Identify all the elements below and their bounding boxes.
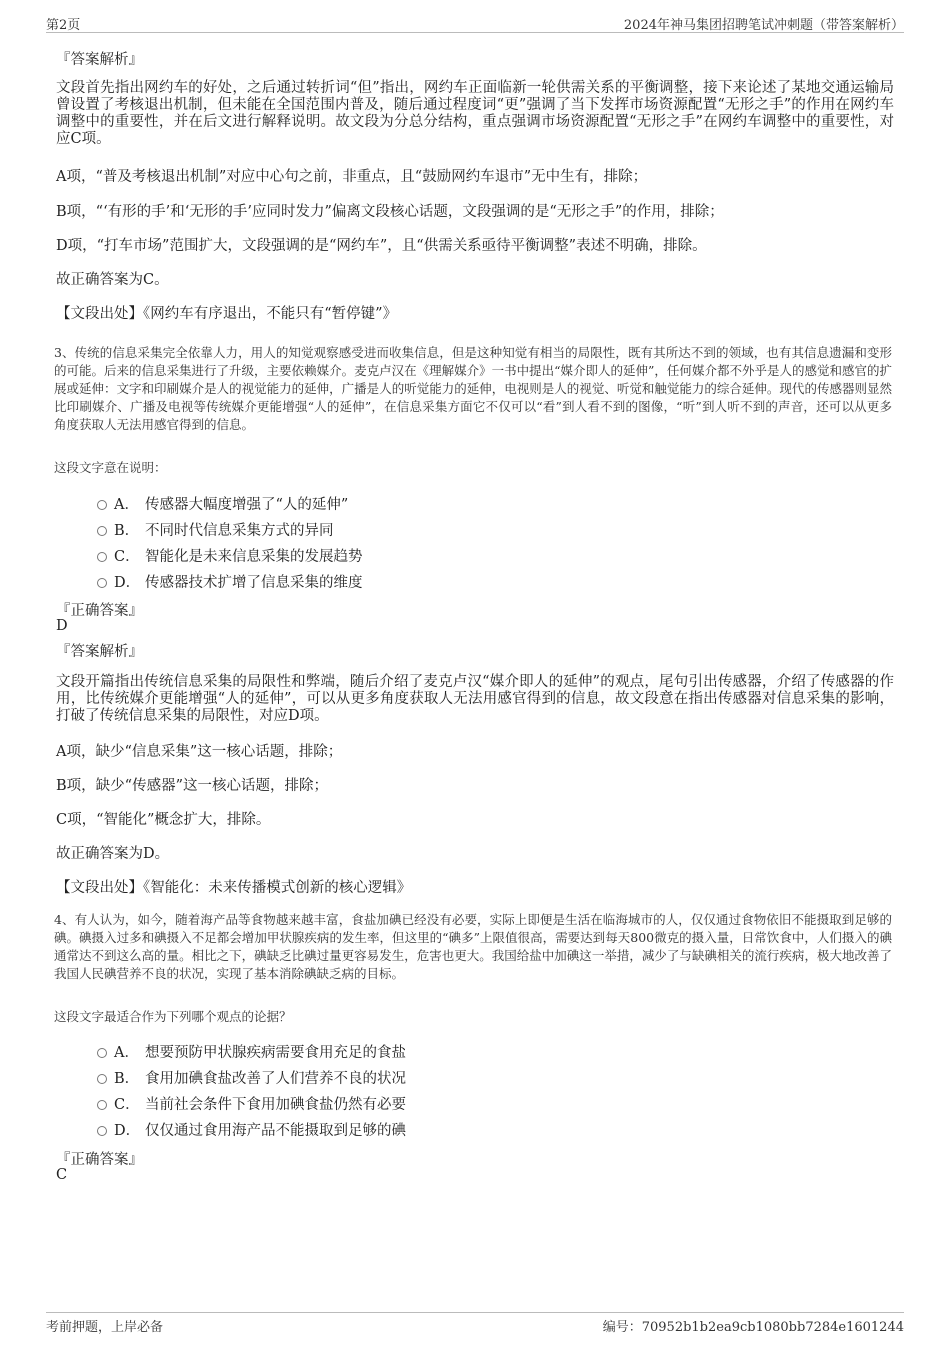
correct-answer-tag: 『正确答案』 <box>56 1152 143 1168</box>
correct-answer: D <box>56 618 68 634</box>
source-citation: 【文段出处】《智能化：未来传播模式创新的核心逻辑》 <box>56 880 412 896</box>
option-b-analysis: B项，缺少“传感器”这一核心话题，排除； <box>56 778 328 794</box>
question-4-stem: 4、有人认为，如今，随着海产品等食物越来越丰富，食盐加碘已经没有必要，实际上即便是生活在临海城市的人，仅仅通过食物依旧不能摄取到足够的碘。碘摄入过多和碘摄入不足都会增加甲状腺疾病的发生率，但这里的“碘多”上限值很高，需要达到每天800微克的摄入量，日常饮食中，人们摄入的碘通常达不到这么高的量。相比之下，碘缺乏比碘过量更容易发生，危害也更大。我国给盐中加碘这一举措，减少了与缺碘相关的流行疾病，极大地改善了我国人民碘营养不良的状况，实现了基本消除碘缺乏病的目标。 <box>54 912 892 981</box>
document-title: 2024年神马集团招聘笔试冲刺题（带答案解析） <box>623 18 904 33</box>
option-letter: A． <box>114 497 139 513</box>
answer-conclusion: 故正确答案为D。 <box>56 846 170 862</box>
option-text: 传感器技术扩增了信息采集的维度 <box>145 575 363 591</box>
radio-button[interactable] <box>97 578 107 588</box>
document-serial: 编号：70952b1b2ea9cb1080bb7284e1601244 <box>602 1320 904 1335</box>
option-text: 不同时代信息采集方式的异同 <box>145 523 334 539</box>
page-header <box>46 12 904 33</box>
question-4-prompt: 这段文字最适合作为下列哪个观点的论据？ <box>54 1009 292 1024</box>
option-letter: C． <box>114 1097 140 1113</box>
option-c[interactable] <box>56 1093 894 1119</box>
option-d-analysis: D项，“打车市场”范围扩大，文段强调的是“网约车”，且“供需关系亟待平衡调整”表述不明确，排除。 <box>56 238 707 254</box>
option-c[interactable] <box>56 545 894 571</box>
source-citation: 【文段出处】《网约车有序退出，不能只有“暂停键”》 <box>56 306 398 322</box>
radio-button[interactable] <box>97 526 107 536</box>
option-a[interactable] <box>56 1041 894 1067</box>
option-b[interactable] <box>56 519 894 545</box>
option-text: 食用加碘食盐改善了人们营养不良的状况 <box>145 1071 406 1087</box>
radio-button[interactable] <box>97 1100 107 1110</box>
option-letter: C． <box>114 549 140 565</box>
radio-button[interactable] <box>97 1048 107 1058</box>
question-3-stem: 3、传统的信息采集完全依靠人力，用人的知觉观察感受进而收集信息，但是这种知觉有相当的局限性，既有其所达不到的领域，也有其信息遗漏和变形的可能。后来的信息采集进行了升级，主要依赖媒介。麦克卢汉在《理解媒介》一书中提出“媒介即人的延伸”，任何媒介都不外乎是人的感觉和感官的扩展或延伸：文字和印刷媒介是人的视觉能力的延伸，广播是人的听觉能力的延伸，电视则是人的视觉、听觉和触觉能力的综合延伸。现代的传感器则显然比印刷媒介、广播及电视等传统媒介更能增强“人的延伸”，在信息采集方面它不仅可以“看”到人看不到的图像，“听”到人听不到的声音，还可以从更多角度获取人无法用感官得到的信息。 <box>54 345 892 432</box>
correct-answer-tag: 『正确答案』 <box>56 603 143 619</box>
option-a[interactable] <box>56 493 894 519</box>
analysis-tag: 『答案解析』 <box>56 644 143 660</box>
option-text: 智能化是未来信息采集的发展趋势 <box>145 549 363 565</box>
radio-button[interactable] <box>97 552 107 562</box>
option-d[interactable] <box>56 1119 894 1145</box>
correct-answer: C <box>56 1167 68 1183</box>
option-a-analysis: A项，缺少“信息采集”这一核心话题，排除； <box>56 744 343 760</box>
option-b-analysis: B项，“‘有形的手’和‘无形的手’应同时发力”偏离文段核心话题，文段强调的是“无形之手”的作用，排除； <box>56 204 724 220</box>
option-text: 当前社会条件下食用加碘食盐仍然有必要 <box>145 1097 406 1113</box>
option-letter: D． <box>114 575 141 591</box>
analysis-text: 文段首先指出网约车的好处，之后通过转折词“但”指出，网约车正面临新一轮供需关系的平衡调整，接下来论述了某地交通运输局曾设置了考核退出机制，但未能在全国范围内普及，随后通过程度词“更”强调了当下发挥市场资源配置“无形之手”的作用在网约车调整中的重要性，并在后文进行解释说明。故文段为分总分结构，重点强调市场资源配置“无形之手”在网约车调整中的重要性，对应C项。 <box>56 80 894 147</box>
analysis-tag: 『答案解析』 <box>56 52 143 68</box>
radio-button[interactable] <box>97 1074 107 1084</box>
question-3-prompt: 这段文字意在说明： <box>54 460 167 475</box>
option-letter: B． <box>114 523 140 539</box>
option-text: 想要预防甲状腺疾病需要食用充足的食盐 <box>145 1045 406 1061</box>
option-letter: D． <box>114 1123 141 1139</box>
footer-slogan: 考前押题，上岸必备 <box>46 1320 164 1335</box>
option-b[interactable] <box>56 1067 894 1093</box>
option-letter: A． <box>114 1045 139 1061</box>
option-text: 传感器大幅度增强了“人的延伸” <box>145 497 349 513</box>
answer-conclusion: 故正确答案为C。 <box>56 272 169 288</box>
page-number: 第2页 <box>46 18 81 33</box>
page-footer <box>46 1312 904 1335</box>
option-a-analysis: A项，“普及考核退出机制”对应中心句之前，非重点，且“鼓励网约车退市”无中生有，排除； <box>56 169 648 185</box>
option-letter: B． <box>114 1071 140 1087</box>
option-text: 仅仅通过食用海产品不能摄取到足够的碘 <box>145 1123 406 1139</box>
analysis-text: 文段开篇指出传统信息采集的局限性和弊端，随后介绍了麦克卢汉“媒介即人的延伸”的观点，尾句引出传感器，介绍了传感器的作用，比传统媒介更能增强“人的延伸”，可以从更多角度获取人无法用感官得到的信息，故文段意在指出传感器对信息采集的影响，打破了传统信息采集的局限性，对应D项。 <box>56 674 894 724</box>
radio-button[interactable] <box>97 500 107 510</box>
question-3-options <box>56 493 894 597</box>
question-4-options <box>56 1041 894 1145</box>
option-c-analysis: C项，“智能化”概念扩大，排除。 <box>56 812 271 828</box>
radio-button[interactable] <box>97 1126 107 1136</box>
option-d[interactable] <box>56 571 894 597</box>
